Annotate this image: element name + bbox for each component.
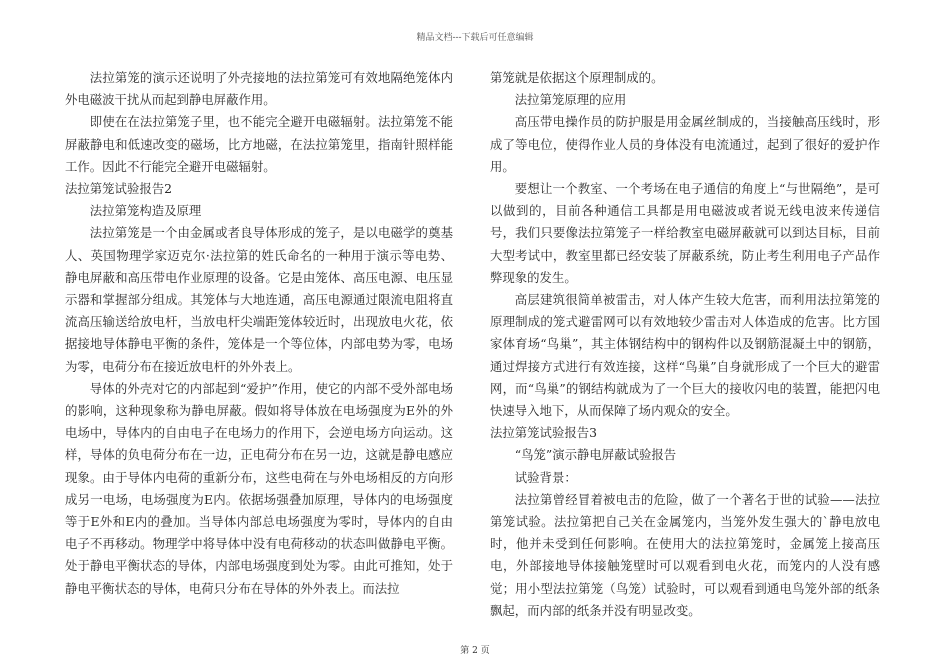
subheading: “鸟笼”演示静电屏蔽试验报告: [514, 447, 677, 463]
section-heading: 法拉第笼试验报告3: [490, 425, 598, 441]
paragraph-continuation: 第笼就是依据这个原理制成的。: [490, 70, 664, 85]
subheading: 法拉第笼原理的应用: [514, 92, 627, 108]
right-column: [490, 67, 880, 622]
page-number: 第 2 页: [460, 646, 490, 656]
page-header: 精品文档---下载后可任意编辑: [416, 33, 534, 43]
paragraph: 即使在在法拉第笼子里，也不能完全避开电磁辐射。法拉第笼不能屏蔽静电和低速改变的磁场，比方地磁，在法拉第笼里，指南针照样能工作。因此不行能完全避开电磁辐射。: [65, 114, 453, 174]
paragraph: 法拉第笼的演示还说明了外壳接地的法拉第笼可有效地隔绝笼体内外电磁波干扰从而起到静电屏蔽作用。: [65, 70, 453, 108]
subheading: 法拉第笼构造及原理: [89, 203, 202, 219]
paragraph: 高压带电操作员的防护服是用金属丝制成的，当接触高压线时，形成了等电位，使得作业人员的身体没有电流通过，起到了很好的爱护作用。: [490, 114, 880, 174]
paragraph: 导体的外壳对它的内部起到“爱护”作用，使它的内部不受外部电场的影响，这种现象称为静电屏蔽。假如将导体放在电场强度为E外的外电场中，导体内的自由电子在电场力的作用下，会逆电场方向运动。这样，导体的负电荷分布在一边，正电荷分布在另一边，这就是静电感应现象。由于导体内电荷的重新分布，这些电荷在与外电场相反的方向形成另一电场，电场强度为E内。依据场强叠加原理，导体内的电场强度等于E外和E内的叠加。当导体内部总电场强度为零时，导体内的自由电子不再移动。物理学中将导体中没有电荷移动的状态叫做静电平衡。处于静电平衡状态的导体，内部电场强度到处为零。由此可推知，处于静电平衡状态的导体，电荷只分布在导体的外外表上。而法拉: [65, 380, 453, 596]
paragraph: 法拉第笼是一个由金属或者良导体形成的笼子，是以电磁学的奠基人、英国物理学家迈克尔·法拉第的姓氏命名的一种用于演示等电势、静电屏蔽和高压带电作业原理的设备。它是由笼体、高压电源、电压显示器和掌握部分组成。其笼体与大地连通，高压电源通过限流电阻将直流高压输送给放电杆，当放电杆尖端距笼体较近时，出现放电火花，依据接地导体静电平衡的条件，笼体是一个等位体，内部电势为零，电场为零，电荷分布在接近放电杆的外外表上。: [65, 225, 453, 374]
paragraph: 要想让一个教室、一个考场在电子通信的角度上“与世隔绝”，是可以做到的，目前各种通信工具都是用电磁波或者说无线电波来传递信号，我们只要像法拉第笼子一样给教室电磁屏蔽就可以到达目标，目前大型考试中，教室里都已经安装了屏蔽系统，防止考生利用电子产品作弊现象的发生。: [490, 181, 880, 285]
left-column: [65, 67, 453, 600]
section-heading: 法拉第笼试验报告2: [65, 181, 173, 197]
paragraph: 法拉第曾经冒着被电击的危险，做了一个著名于世的试验——法拉第笼试验。法拉第把自己关在金属笼内，当笼外发生强大的`静电放电时，他并未受到任何影响。在使用大的法拉第笼时，金属笼上接高压电，外部接地导体接触笼壁时可以观看到电火花，而笼内的人没有感觉；用小型法拉第笼（鸟笼）试验时，可以观看到通电鸟笼外部的纸条飘起，而内部的纸条并没有明显改变。: [490, 491, 880, 618]
label: 试验背景：: [514, 469, 577, 485]
paragraph: 高层建筑很简单被雷击，对人体产生较大危害，而利用法拉第笼的原理制成的笼式避雷网可以有效地较少雷击对人体造成的危害。比方国家体育场“鸟巢”，其主体钢结构中的钢构件以及钢筋混凝土中的钢筋，通过焊接方式进行有效连接，这样“鸟巢”自身就形成了一个巨大的避雷网，而“鸟巢”的钢结构就成为了一个巨大的接收闪电的装置，能把闪电快速导入地下，从而保障了场内观众的安全。: [490, 292, 880, 419]
